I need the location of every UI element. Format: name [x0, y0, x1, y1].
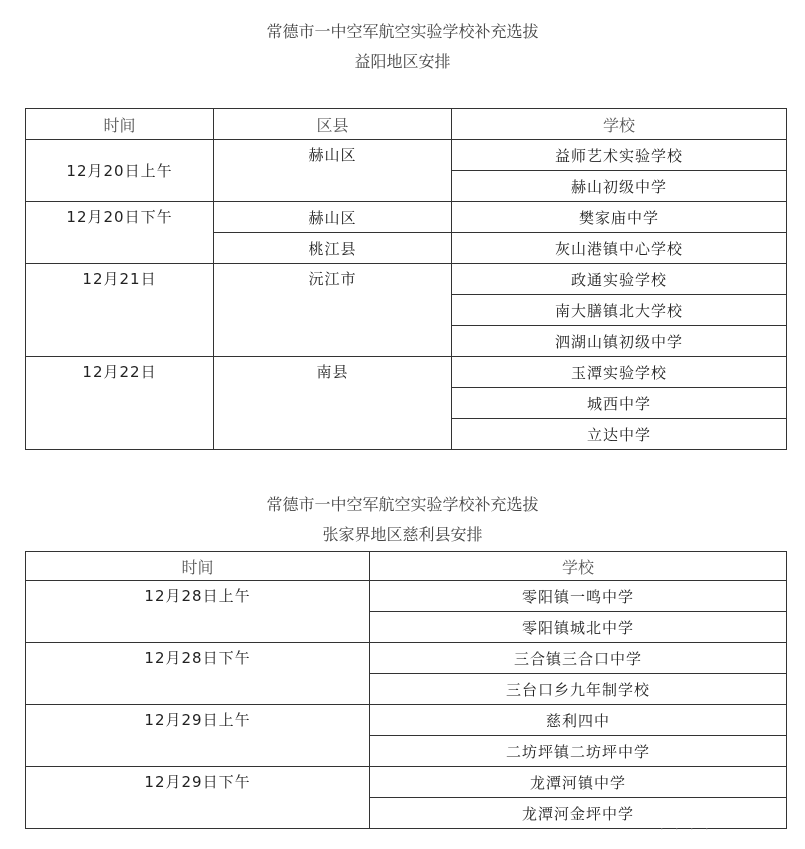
table-row	[26, 581, 787, 612]
section1-title: 常德市一中空军航空实验学校补充选拔	[266, 22, 539, 41]
table-header-row	[26, 109, 787, 140]
cell-school: 赫山初级中学	[452, 171, 787, 202]
cell-time: 12月28日下午	[26, 643, 370, 705]
cell-school: 零阳镇城北中学	[370, 612, 787, 643]
section2-title: 常德市一中空军航空实验学校补充选拔	[266, 495, 539, 514]
cell-time: 12月29日上午	[26, 705, 370, 767]
cell-time: 12月21日	[26, 264, 214, 357]
cell-county: 南县	[214, 357, 452, 450]
cell-school: 龙潭河金坪中学	[370, 798, 787, 829]
cell-time: 12月20日下午	[26, 202, 214, 264]
section1-subtitle: 益阳地区安排	[354, 52, 451, 71]
cell-county: 赫山区	[214, 140, 452, 202]
cell-school: 灰山港镇中心学校	[452, 233, 787, 264]
cell-school: 政通实验学校	[452, 264, 787, 295]
cell-school: 慈利四中	[370, 705, 787, 736]
cili-schedule-table	[25, 551, 787, 829]
watermark-artifact: · · · ·	[660, 823, 713, 836]
cell-time: 12月29日下午	[26, 767, 370, 829]
table-row	[26, 643, 787, 674]
cell-school: 龙潭河镇中学	[370, 767, 787, 798]
section2-subtitle: 张家界地区慈利县安排	[322, 525, 483, 544]
header-time: 时间	[26, 109, 214, 140]
header-county: 区县	[214, 109, 452, 140]
cell-school: 樊家庙中学	[452, 202, 787, 233]
cell-school: 城西中学	[452, 388, 787, 419]
table-row	[26, 140, 787, 171]
cell-time: 12月20日上午	[26, 140, 214, 202]
cell-school: 南大膳镇北大学校	[452, 295, 787, 326]
cell-school: 二坊坪镇二坊坪中学	[370, 736, 787, 767]
cell-school: 益师艺术实验学校	[452, 140, 787, 171]
header-time: 时间	[26, 552, 370, 581]
cell-county: 赫山区	[214, 202, 452, 233]
table-header-row	[26, 552, 787, 581]
table-row	[26, 264, 787, 295]
cell-time: 12月22日	[26, 357, 214, 450]
cell-school: 泗湖山镇初级中学	[452, 326, 787, 357]
cell-school: 玉潭实验学校	[452, 357, 787, 388]
cell-time: 12月28日上午	[26, 581, 370, 643]
cell-school: 三台口乡九年制学校	[370, 674, 787, 705]
cell-school: 三合镇三合口中学	[370, 643, 787, 674]
table-row	[26, 705, 787, 736]
table-row	[26, 357, 787, 388]
cell-county: 沅江市	[214, 264, 452, 357]
cell-county: 桃江县	[214, 233, 452, 264]
yiyang-schedule-table	[25, 108, 787, 450]
cell-school: 立达中学	[452, 419, 787, 450]
header-school: 学校	[370, 552, 787, 581]
table-row	[26, 767, 787, 798]
table-row	[26, 202, 787, 233]
header-school: 学校	[452, 109, 787, 140]
cell-school: 零阳镇一鸣中学	[370, 581, 787, 612]
